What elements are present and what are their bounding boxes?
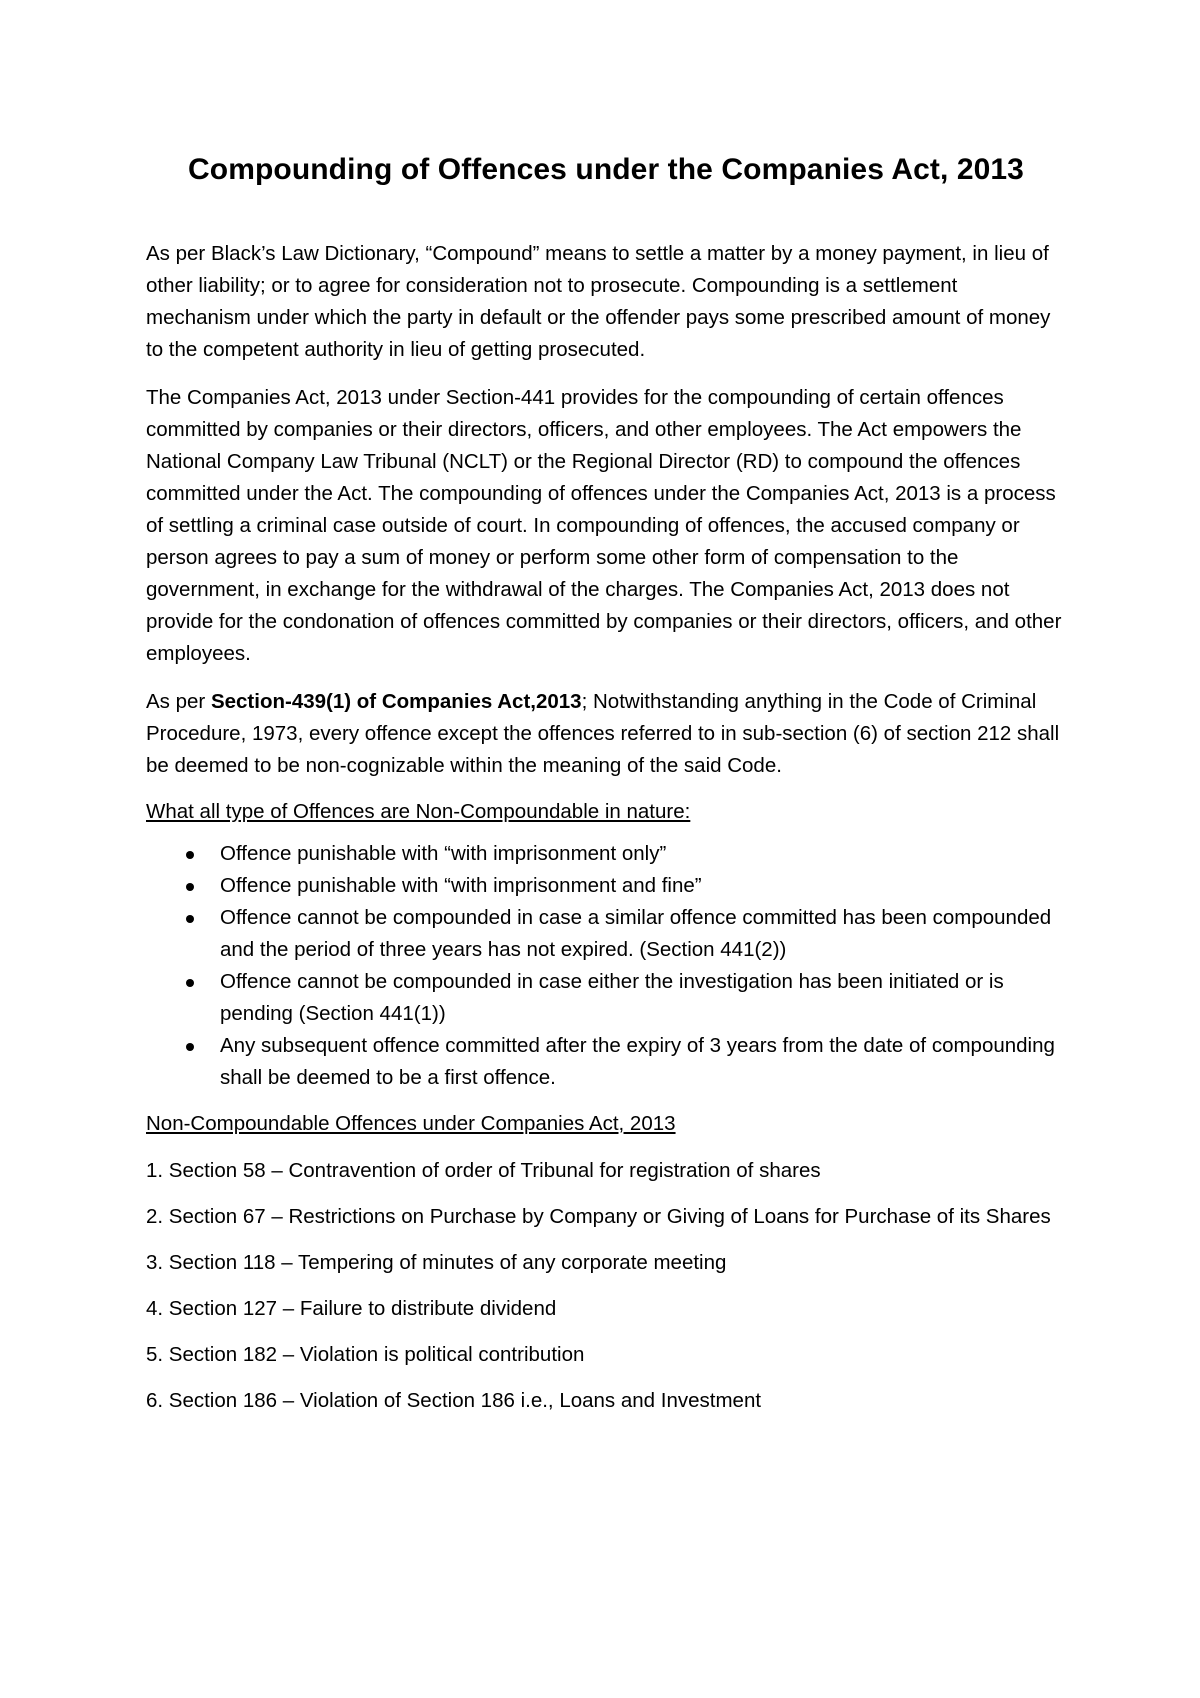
section-439-bold: Section-439(1) of Companies Act,2013: [210, 690, 582, 713]
numbered-item: 6. Section 186 – Violation of Section 186 i.e., Loans and Investment: [146, 1389, 762, 1412]
bullet-item: [146, 966, 1066, 1030]
bullet-text: Offence punishable with “with imprisonment and fine”: [220, 874, 702, 897]
non-compoundable-heading: What all type of Offences are Non-Compoundable in nature:: [146, 800, 691, 823]
numbered-item: 1. Section 58 – Contravention of order of Tribunal for registration of shares: [146, 1159, 821, 1182]
bullet-dot-icon: [186, 915, 194, 923]
bullet-text: Offence cannot be compounded in case a similar offence committed has been compounded and the period of three years has not expired. (Section 441(2)): [220, 906, 1052, 961]
act-paragraph: The Companies Act, 2013 under Section-441 provides for the compounding of certain offences committed by companies or their directors, officers, and other employees. The Act empowers the National Company Law Tribunal (NCLT) or the Regional Director (RD) to compound the offences committed under the Act. The compounding of offences under the Companies Act, 2013 is a process of settling a criminal case outside of court. In compounding of offences, the accused company or person agrees to pay a sum of money or perform some other form of compensation to the government, in exchange for the withdrawal of the charges. The Companies Act, 2013 does not provide for the condonation of offences committed by companies or their directors, officers, and other employees.: [146, 386, 1062, 665]
bullet-item: [146, 870, 1066, 902]
bullet-item: [146, 838, 1066, 870]
document-title: Compounding of Offences under the Companies Act, 2013: [188, 153, 1024, 186]
section-439-prefix: As per: [146, 690, 211, 713]
bullet-dot-icon: [186, 851, 194, 859]
bullet-text: Offence punishable with “with imprisonment only”: [220, 842, 667, 865]
numbered-item: 4. Section 127 – Failure to distribute dividend: [146, 1297, 557, 1320]
list-heading: Non-Compoundable Offences under Companies Act, 2013: [146, 1112, 676, 1135]
numbered-item: 3. Section 118 – Tempering of minutes of any corporate meeting: [146, 1251, 727, 1274]
bullet-dot-icon: [186, 979, 194, 987]
non-compoundable-bullet-list: [146, 838, 1066, 1094]
bullet-dot-icon: [186, 1043, 194, 1051]
bullet-dot-icon: [186, 883, 194, 891]
intro-paragraph: As per Black’s Law Dictionary, “Compound” means to settle a matter by a money payment, in lieu of other liability; or to agree for consideration not to prosecute. Compounding is a settlement mechanism under which the party in default or the offender pays some prescribed amount of money to the competent authority in lieu of getting prosecuted.: [146, 242, 1051, 361]
section-439-rest: ; Notwithstanding anything in the Code of Criminal Procedure, 1973, every offence except the offences referred to in sub-section (6) of section 212 shall be deemed to be non-cognizable within the meaning of the said Code.: [146, 690, 1060, 777]
bullet-item: [146, 1030, 1066, 1094]
bullet-item: [146, 902, 1066, 966]
bullet-text: Any subsequent offence committed after the expiry of 3 years from the date of compounding shall be deemed to be a first offence.: [220, 1034, 1055, 1089]
numbered-item: 2. Section 67 – Restrictions on Purchase by Company or Giving of Loans for Purchase of its Shares: [146, 1205, 1051, 1228]
bullet-text: Offence cannot be compounded in case either the investigation has been initiated or is pending (Section 441(1)): [220, 970, 1004, 1025]
document-content: [146, 150, 1066, 1416]
numbered-item: 5. Section 182 – Violation is political contribution: [146, 1343, 585, 1366]
section-439-paragraph: [146, 686, 1066, 782]
